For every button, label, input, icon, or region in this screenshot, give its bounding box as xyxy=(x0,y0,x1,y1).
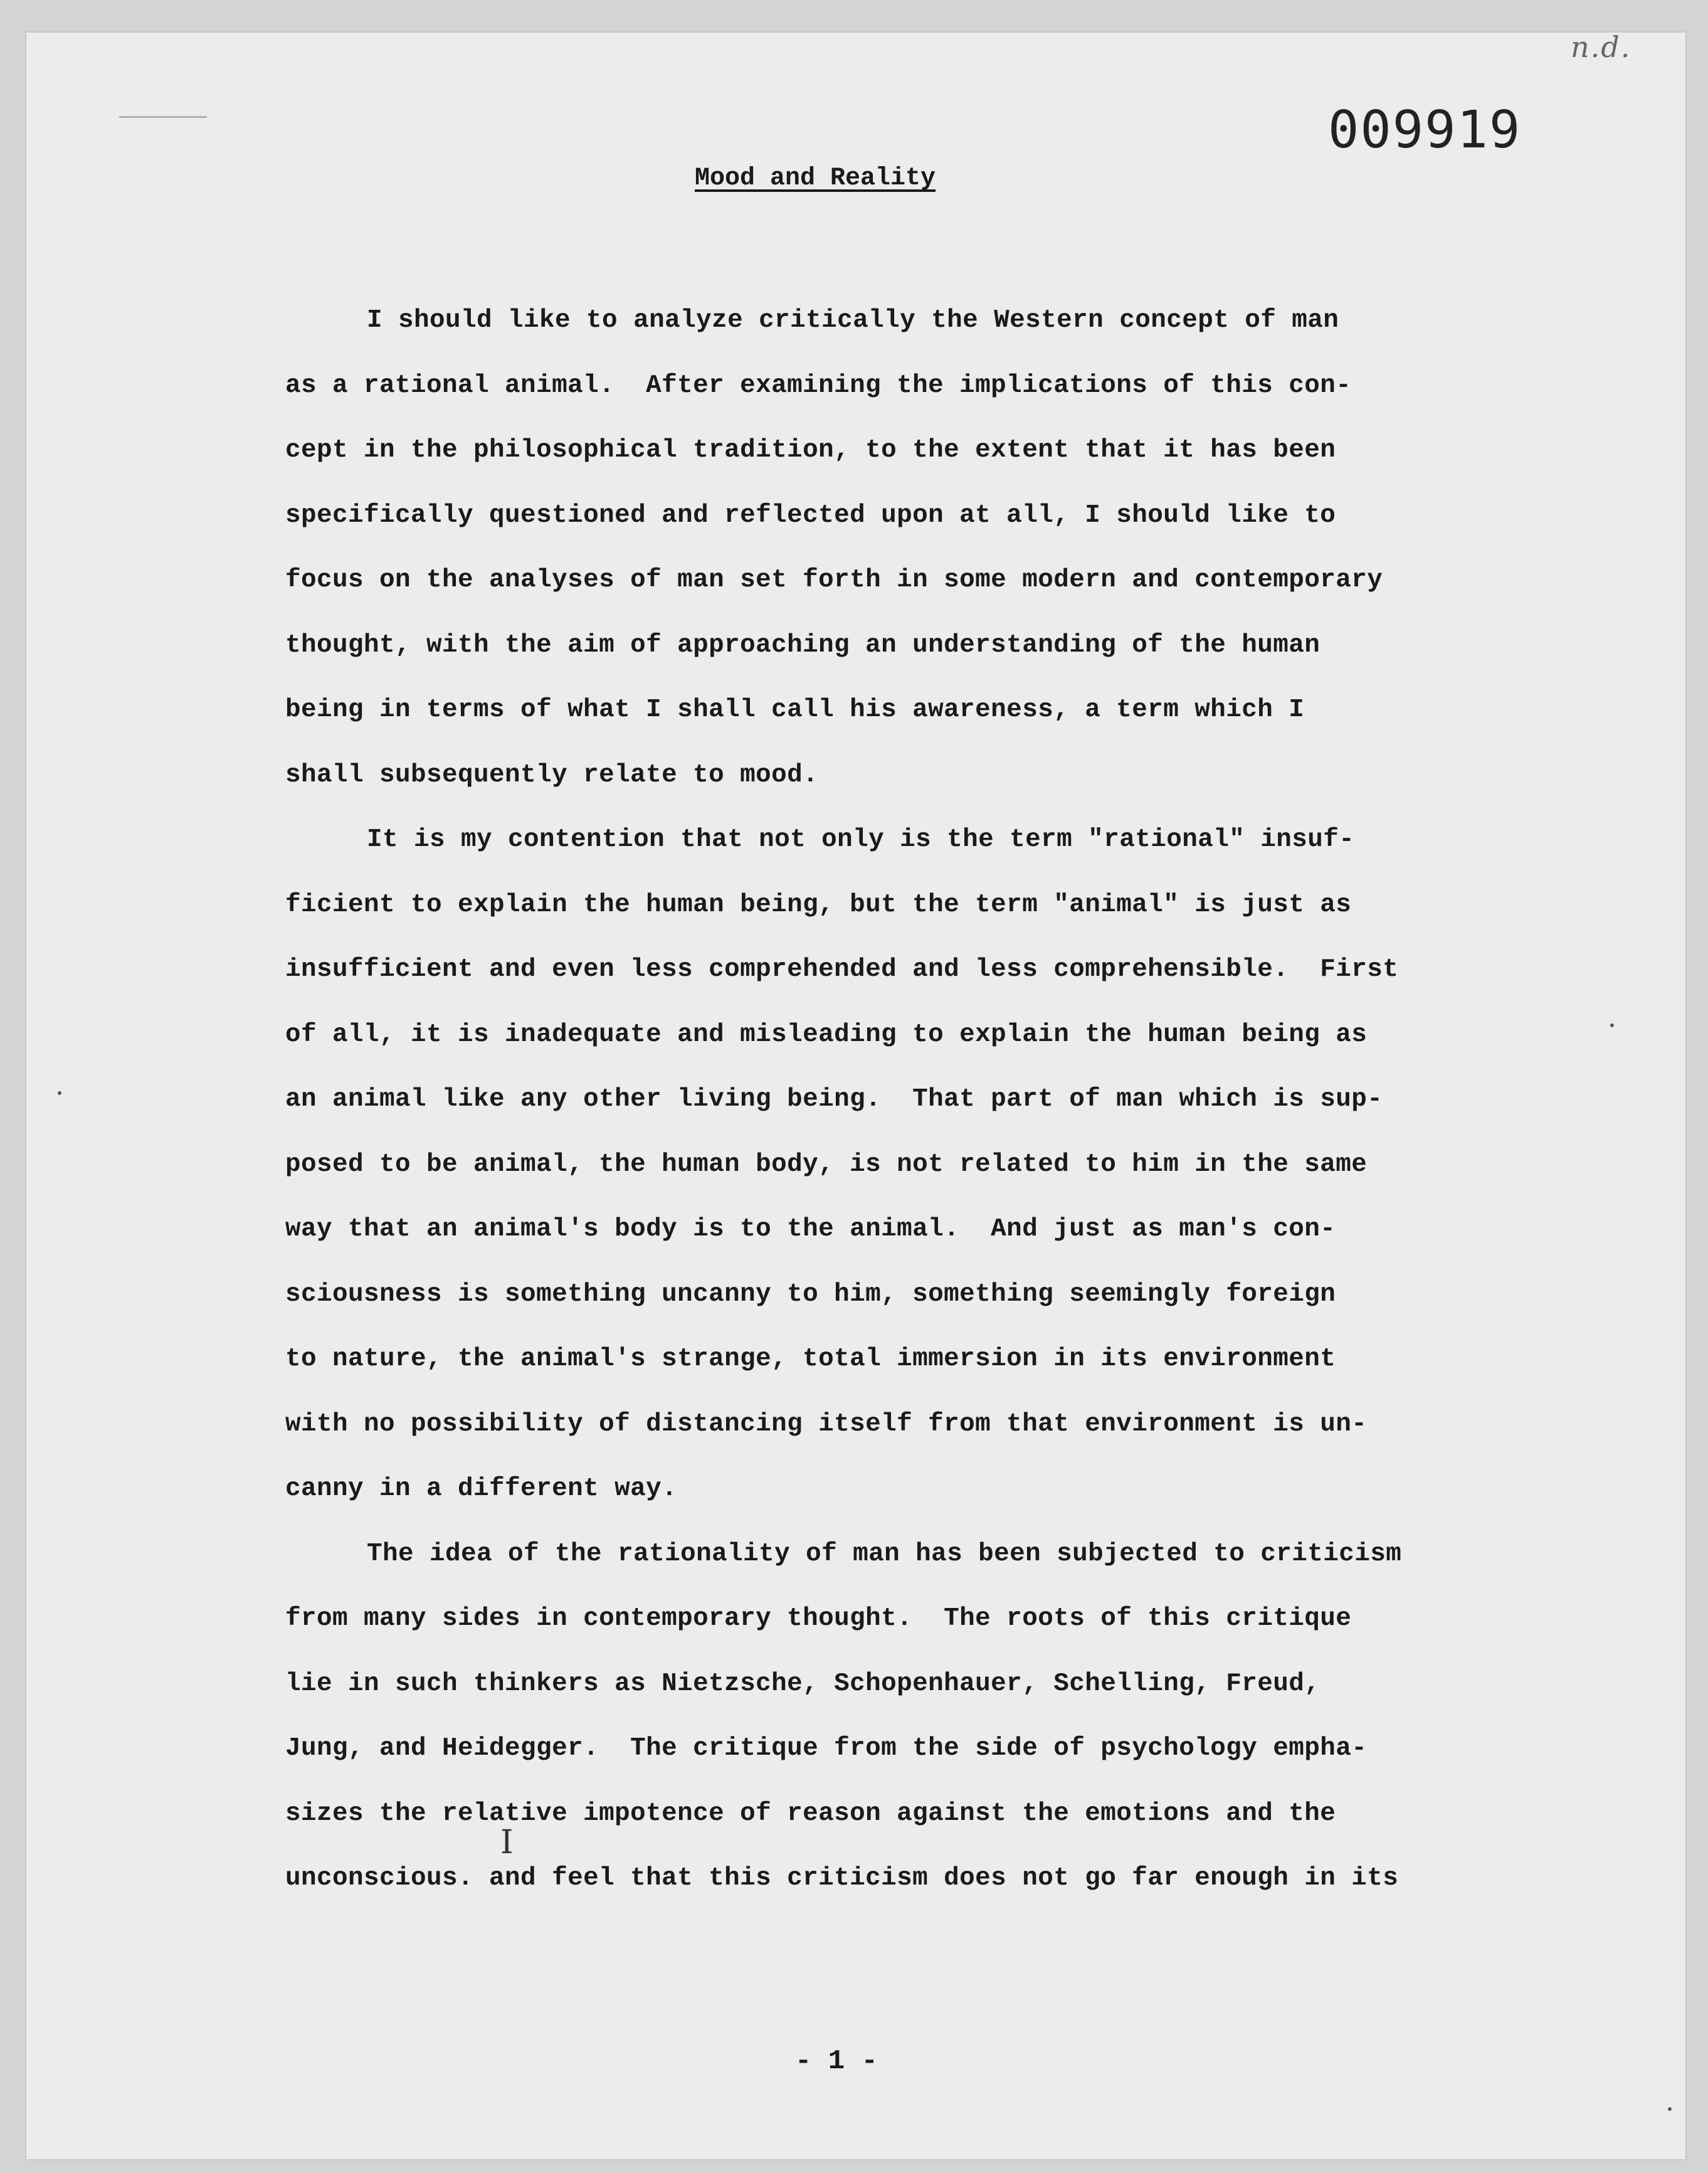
text-line: canny in a different way. xyxy=(285,1474,678,1503)
text-line: The idea of the rationality of man has been subjected to criticism xyxy=(367,1539,1402,1568)
scan-speck xyxy=(1668,2107,1672,2111)
scan-speck xyxy=(1610,1023,1614,1027)
text-line: being in terms of what I shall call his awareness, a term which I xyxy=(285,695,1305,724)
handwritten-date-note: n.d. xyxy=(1571,30,1632,64)
text-line: posed to be animal, the human body, is not related to him in the same xyxy=(285,1150,1368,1179)
page-number: - 1 - xyxy=(795,2046,878,2077)
text-line: I should like to analyze critically the Western concept of man xyxy=(367,306,1339,335)
text-line: ficient to explain the human being, but the term "animal" is just as xyxy=(285,890,1352,919)
handwritten-correction: I xyxy=(500,1824,514,1861)
text-line: insufficient and even less comprehended and less comprehensible. First xyxy=(285,955,1399,984)
text-line: specifically questioned and reflected upon at all, I should like to xyxy=(285,500,1336,530)
body-text xyxy=(285,288,1633,1911)
text-line: It is my contention that not only is the term "rational" insuf- xyxy=(367,825,1355,854)
document-number-stamp: 009919 xyxy=(1328,100,1522,160)
text-line: as a rational animal. After examining the implications of this con- xyxy=(285,371,1352,400)
page-title: Mood and Reality xyxy=(695,164,936,193)
text-line: focus on the analyses of man set forth in some modern and contemporary xyxy=(285,566,1383,595)
text-line: way that an animal's body is to the animal. And just as man's con- xyxy=(285,1215,1336,1244)
pencil-mark xyxy=(119,116,207,118)
text-line: shall subsequently relate to mood. xyxy=(285,760,819,790)
text-line: sizes the relative impotence of reason against the emotions and the xyxy=(285,1799,1336,1828)
text-line: from many sides in contemporary thought. The roots of this critique xyxy=(285,1604,1352,1633)
text-line: thought, with the aim of approaching an understanding of the human xyxy=(285,630,1321,660)
text-line: an animal like any other living being. That part of man which is sup- xyxy=(285,1085,1383,1114)
text-line: to nature, the animal's strange, total immersion in its environment xyxy=(285,1345,1336,1373)
text-line: with no possibility of distancing itself from that environment is un- xyxy=(285,1409,1368,1439)
text-line: lie in such thinkers as Nietzsche, Schopenhauer, Schelling, Freud, xyxy=(285,1669,1321,1698)
text-line: of all, it is inadequate and misleading to explain the human being as xyxy=(285,1020,1368,1049)
text-line: sciousness is something uncanny to him, something seemingly foreign xyxy=(285,1279,1336,1309)
text-line: Jung, and Heidegger. The critique from the side of psychology empha- xyxy=(285,1734,1368,1763)
text-line: cept in the philosophical tradition, to the extent that it has been xyxy=(285,436,1336,465)
text-line: unconscious. and feel that this criticism does not go far enough in its xyxy=(285,1864,1399,1893)
scan-speck xyxy=(58,1091,61,1095)
